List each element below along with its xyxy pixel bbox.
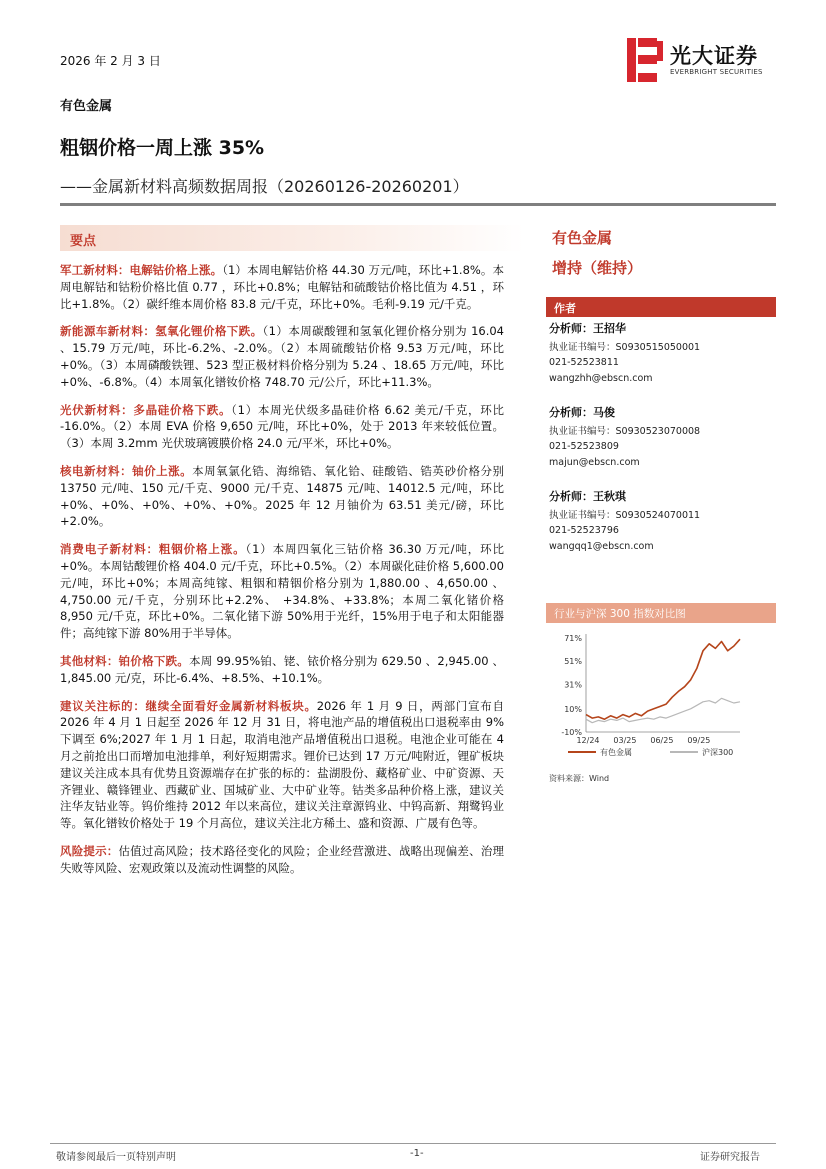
y-tick-label: 31%	[564, 680, 582, 690]
keypoints-heading	[60, 225, 524, 251]
keypoint-paragraph	[60, 463, 504, 530]
keypoint-body: （1）本周碳酸锂和氢氧化锂价格分别为 16.04 、15.79 万元/吨，环比-6.2%、-2.0%。（2）本周硫酸钴价格 9.53 万元/吨，环比+0%。（3）本周磷酸铁锂、523 型正极材料价格分别为 5.24 、18.65 万元/吨，环比+0%、-6.8%。（4）本周氧化镨钕价格 748.70 元/公斤，环比+11.3%。	[60, 324, 504, 389]
y-tick-label: -10%	[561, 728, 582, 737]
y-tick-label: 71%	[564, 634, 582, 643]
keypoint-heading: 其他材料：铂价格下跌。	[60, 653, 189, 668]
keypoint-heading: 建议关注标的：继续全面看好金属新材料板块。	[60, 698, 317, 713]
keypoint-body: 本周氧氯化锆、海绵锆、氧化铪、硅酸锆、锆英砂价格分别 13750 元/吨、150 元/千克、9000 元/千克、14875 元/吨、14012.5 元/吨，环比+0%、+0%、+0%、+0%、+0%。2025 年 12 月铀价为 63.51 美元/磅，环比+2.0%。	[60, 463, 505, 529]
legend-label: 有色金属	[600, 748, 632, 757]
x-tick-label: 06/25	[650, 736, 674, 745]
analyst-name: 分析师：王招华	[549, 322, 626, 335]
report-subtitle: ——金属新材料高频数据周报（20260126-20260201）	[60, 177, 469, 196]
keypoint-paragraph	[60, 262, 504, 312]
series-line	[586, 639, 740, 719]
analyst-card	[549, 489, 774, 554]
brand-mark-icon	[627, 38, 667, 82]
authors-heading	[546, 297, 776, 317]
analyst-name: 分析师：王秋琪	[549, 490, 626, 503]
sidebar-rating: 增持（维持）	[552, 259, 643, 277]
keypoint-body: 本周 99.95%铂、铑、铱价格分别为 629.50 、2,945.00 、1,845.00 元/克，环比-6.4%、+8.5%、+10.1%。	[60, 653, 505, 685]
keypoint-body: （1）本周电解钴价格 44.30 万元/吨，环比+1.8%。本周电解钴和钴粉价格比值 0.77 ，环比+0.8%；电解钴和硫酸钴价格比值为 4.51 ，环比+1.8%。（2）碳纤维本周价格 83.8 元/千克，环比+0%。毛利-9.19 元/千克。	[60, 263, 504, 311]
y-tick-label: 10%	[564, 704, 582, 714]
keypoint-body: 2026 年 1 月 9 日，两部门宣布自 2026 年 4 月 1 日起至 2026 年 12 月 31 日，将电池产品的增值税出口退税率由 9%下调至 6%;2027 年 1 月 1 日起，取消电池产品增值税出口退税。电池企业可能在 4 月之前抢出口而增加电池排单，利好短期需求。锂价已达到 17 万元/吨附近，锂矿板块建议关注成本具有优势且资源端存在扩张的标的：盐湖股份、藏格矿业、中矿资源、天齐锂业、赣锋锂业、西藏矿业、国城矿业、大中矿业等。钴类多品种价格上涨，建议关注华友钴业等。钨价维持 2012 年以来高位，建议关注章源钨业、中钨高新、翔鹭钨业等。氧化镨钕价格处于 19 个月高位，建议关注北方稀土、盛和资源、广晟有色等。	[60, 698, 504, 831]
keypoint-body: （1）本周四氧化三钴价格 36.30 万元/吨，环比+0%。本周钴酸锂价格 404.0 元/千克，环比+0.5%。（2）本周碳化硅价格 5,600.00 元/吨，环比+0%；本周高纯镓、粗铟和精铟价格分别为 1,880.00 、4,650.00 、4,750.00 元/千克，分别环比+2.2%、 +34.8%、+33.8%；本周二氧化锗价格 8,950 元/千克，环比+0%。二氧化锗下游 50%用于光纤，15%用于电子和太阳能器件；高纯镓下游 80%用于半导体。	[60, 542, 504, 641]
header-divider	[60, 203, 776, 206]
keypoint-paragraph	[60, 698, 504, 832]
keypoint-paragraph	[60, 843, 504, 877]
footer-report-type: 证券研究报告	[700, 1152, 760, 1163]
series-line	[586, 698, 740, 722]
x-tick-label: 12/24	[576, 736, 600, 745]
sidebar-industry: 有色金属	[552, 229, 613, 247]
keypoint-heading: 核电新材料：铀价上涨。	[60, 463, 193, 478]
chart-heading-label: 行业与沪深 300 指数对比图	[554, 608, 686, 620]
industry-label: 有色金属	[60, 99, 113, 114]
page-number: -1-	[410, 1148, 424, 1159]
x-tick-label: 03/25	[613, 736, 637, 745]
keypoint-heading: 军工新材料：电解钴价格上涨。	[60, 263, 223, 277]
keypoint-paragraph	[60, 323, 504, 390]
report-title: 粗铟价格一周上涨 35%	[60, 137, 265, 159]
keypoints-heading-label: 要点	[70, 234, 97, 249]
keypoint-heading: 新能源车新材料：氢氧化锂价格下跌。	[60, 324, 263, 339]
footer-divider	[50, 1143, 776, 1144]
brand-name: 光大证券	[670, 44, 758, 68]
footer-disclaimer: 敬请参阅最后一页特别声明	[56, 1152, 176, 1163]
keypoint-paragraph	[60, 653, 504, 687]
keypoint-body: （1）本周光伏级多晶硅价格 6.62 美元/千克，环比 -16.0%。（2）本周 EVA 价格 9,650 元/吨，环比+0%，处于 2013 年来较低位置。（3）本周 3.2mm 光伏玻璃镀膜价格 24.0 元/平米，环比+0%。	[60, 402, 505, 451]
x-tick-label: 09/25	[687, 736, 711, 745]
chart-heading	[546, 603, 776, 623]
keypoint-paragraph	[60, 541, 504, 642]
legend-label: 沪深300	[702, 748, 734, 757]
analyst-phone: 021-52523809	[549, 441, 619, 452]
report-date: 2026 年 2 月 3 日	[60, 54, 161, 68]
analyst-email[interactable]: wangzhh@ebscn.com	[549, 372, 653, 384]
keypoint-paragraph	[60, 402, 504, 452]
analyst-card	[549, 405, 774, 470]
analyst-cert: 执业证书编号：S0930524070011	[549, 509, 701, 521]
analyst-phone: 021-52523796	[549, 525, 619, 536]
keypoint-heading: 光伏新材料：多晶硅价格下跌。	[60, 402, 232, 417]
analyst-phone: 021-52523811	[549, 357, 619, 368]
main-content	[60, 262, 504, 888]
keypoint-heading: 风险提示：	[60, 843, 119, 858]
industry-vs-index-chart	[546, 628, 776, 758]
analyst-card	[549, 321, 774, 386]
analyst-cert: 执业证书编号：S0930523070008	[549, 425, 701, 437]
keypoint-body: 估值过高风险；技术路径变化的风险；企业经营激进、战略出现偏差、治理失败等风险、宏观政策以及流动性调整的风险。	[60, 843, 505, 875]
brand-name-en: EVERBRIGHT SECURITIES	[670, 68, 763, 76]
chart-source: 资料来源：Wind	[549, 774, 610, 783]
keypoint-heading: 消费电子新材料：粗铟价格上涨。	[60, 542, 246, 557]
y-tick-label: 51%	[564, 657, 582, 667]
analyst-email[interactable]: wangqq1@ebscn.com	[549, 540, 654, 552]
authors-heading-label: 作者	[554, 302, 576, 315]
analyst-email[interactable]: majun@ebscn.com	[549, 456, 640, 468]
analyst-cert: 执业证书编号：S0930515050001	[549, 341, 701, 353]
analyst-name: 分析师：马俊	[549, 406, 615, 419]
